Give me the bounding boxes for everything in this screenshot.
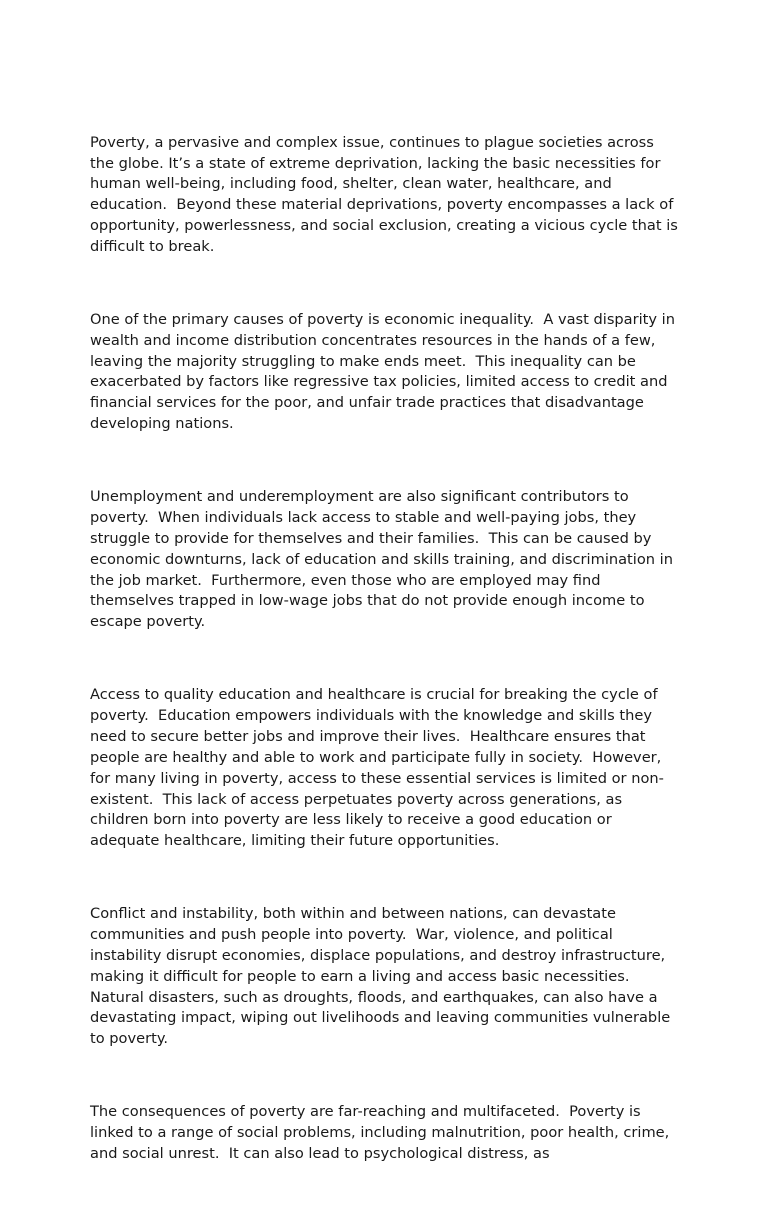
paragraph-5: Conflict and instability, both within and between nations, can devastate communities and push people into poverty. War, violence, and political instability disrupt economies, displace populations, and destroy infrastructure, making it difficult for people to earn a living and access basic necessities. Natural disasters, such as droughts, floods, and earthquakes, can also have a devastating impact, wiping out livelihoods and leaving communities vulnerable to poverty. xyxy=(90,905,675,1048)
paragraph-2: One of the primary causes of poverty is economic inequality. A vast disparity in wealth and income distribution concentrates resources in the hands of a few, leaving the majority struggling to make ends meet. This inequality can be exacerbated by factors like regressive tax policies, limited access to credit and financial services for the poor, and unfair trade practices that disadvantage developing nations. xyxy=(90,310,680,433)
document-body xyxy=(90,91,682,1217)
paragraph-6: The consequences of poverty are far-reaching and multifaceted. Poverty is linked to a range of social problems, including malnutrition, poor health, crime, and social unrest. It can also lead to psychological distress, as xyxy=(90,1103,674,1162)
paragraph-3: Unemployment and underemployment are also significant contributors to poverty. When individuals lack access to stable and well-paying jobs, they struggle to provide for themselves and their families. This can be caused by economic downturns, lack of education and skills training, and discrimination in the job market. Furthermore, even those who are employed may find themselves trapped in low-wage jobs that do not provide enough income to escape poverty. xyxy=(90,488,678,631)
paragraph-1: Poverty, a pervasive and complex issue, continues to plague societies across the globe. It’s a state of extreme deprivation, lacking the basic necessities for human well-being, including food, shelter, clean water, healthcare, and education. Beyond these material deprivations, poverty encompasses a lack of opportunity, powerlessness, and social exclusion, creating a vicious cycle that is difficult to break. xyxy=(90,133,683,255)
paragraph-4: Access to quality education and healthcare is crucial for breaking the cycle of poverty. Education empowers individuals with the knowledge and skills they need to secure better jobs and improve their lives. Healthcare ensures that people are healthy and able to work and participate fully in society. However, for many living in poverty, access to these essential services is limited or non-existent. This lack of access perpetuates poverty across generations, as children born into poverty are less likely to receive a good education or adequate healthcare, limiting their future opportunities. xyxy=(90,686,666,850)
